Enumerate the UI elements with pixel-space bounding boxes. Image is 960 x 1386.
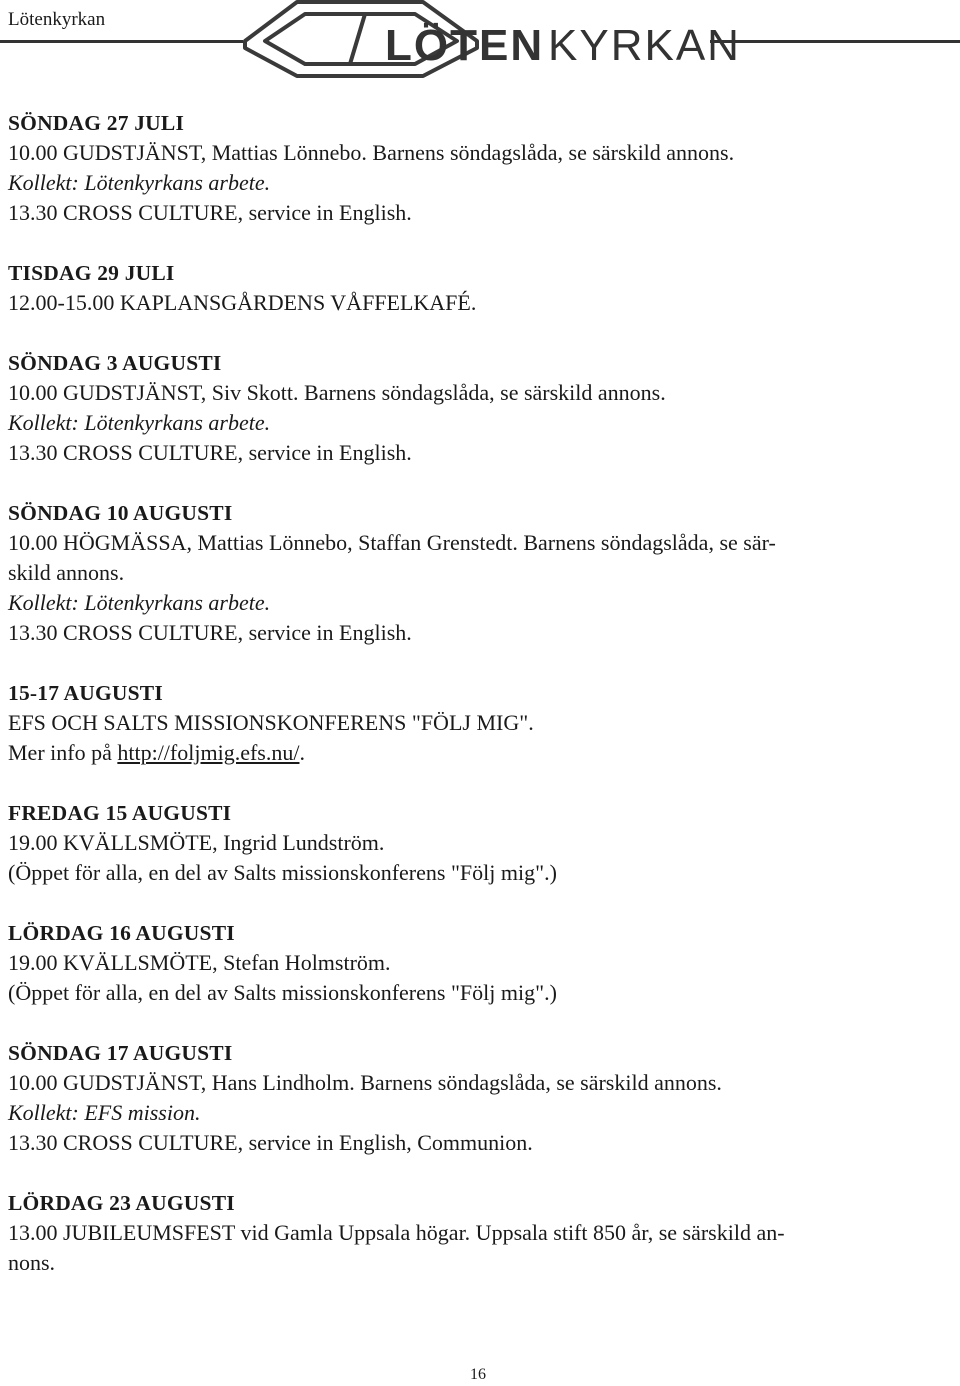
event-line: EFS OCH SALTS MISSIONSKONFERENS "FÖLJ MIG". bbox=[8, 710, 534, 735]
lotenkyrkan-logo bbox=[245, 0, 741, 80]
schedule-content bbox=[8, 108, 920, 1308]
logo-text-bold: LÖTEN bbox=[385, 21, 545, 70]
event-line: 10.00 GUDSTJÄNST, Mattias Lönnebo. Barnens söndagslåda, se särskild annons. bbox=[8, 140, 735, 165]
header-rule-left bbox=[0, 40, 243, 43]
schedule-section bbox=[8, 258, 920, 318]
event-line: 19.00 KVÄLLSMÖTE, Ingrid Lundström. bbox=[8, 830, 385, 855]
collection-line: Kollekt: Lötenkyrkans arbete. bbox=[8, 170, 271, 195]
event-line: 10.00 GUDSTJÄNST, Siv Skott. Barnens söndagslåda, se särskild annons. bbox=[8, 380, 666, 405]
schedule-section bbox=[8, 918, 920, 1008]
event-note-line: (Öppet för alla, en del av Salts missionskonferens "Följ mig".) bbox=[8, 860, 557, 885]
info-suffix: . bbox=[299, 740, 305, 765]
page-number: 16 bbox=[470, 1366, 486, 1383]
section-heading: FREDAG 15 AUGUSTI bbox=[8, 801, 232, 825]
logo-text-light: KYRKAN bbox=[548, 21, 741, 70]
schedule-section bbox=[8, 1038, 920, 1158]
event-line: nons. bbox=[8, 1250, 56, 1275]
event-line: 19.00 KVÄLLSMÖTE, Stefan Holmström. bbox=[8, 950, 391, 975]
schedule-section bbox=[8, 1188, 920, 1278]
event-line: 13.30 CROSS CULTURE, service in English. bbox=[8, 200, 412, 225]
event-line: skild annons. bbox=[8, 560, 125, 585]
section-heading: 15-17 AUGUSTI bbox=[8, 681, 163, 705]
section-heading: SÖNDAG 3 AUGUSTI bbox=[8, 351, 222, 375]
collection-line: Kollekt: EFS mission. bbox=[8, 1100, 201, 1125]
schedule-section bbox=[8, 108, 920, 228]
event-line: 13.30 CROSS CULTURE, service in English. bbox=[8, 620, 412, 645]
site-name: Lötenkyrkan bbox=[8, 9, 106, 30]
conference-link[interactable]: http://foljmig.efs.nu/ bbox=[117, 740, 300, 765]
event-note-line: (Öppet för alla, en del av Salts missionskonferens "Följ mig".) bbox=[8, 980, 557, 1005]
section-heading: SÖNDAG 10 AUGUSTI bbox=[8, 501, 233, 525]
collection-line: Kollekt: Lötenkyrkans arbete. bbox=[8, 590, 271, 615]
event-line: 13.30 CROSS CULTURE, service in English. bbox=[8, 440, 412, 465]
schedule-section bbox=[8, 498, 920, 648]
event-line: 10.00 GUDSTJÄNST, Hans Lindholm. Barnens söndagslåda, se särskild annons. bbox=[8, 1070, 722, 1095]
section-heading: SÖNDAG 27 JULI bbox=[8, 111, 185, 135]
info-line bbox=[8, 738, 920, 768]
collection-line: Kollekt: Lötenkyrkans arbete. bbox=[8, 410, 271, 435]
event-line: 13.30 CROSS CULTURE, service in English, Communion. bbox=[8, 1130, 533, 1155]
event-line: 10.00 HÖGMÄSSA, Mattias Lönnebo, Staffan Grenstedt. Barnens söndagslåda, se sär- bbox=[8, 530, 776, 555]
section-heading: TISDAG 29 JULI bbox=[8, 261, 175, 285]
section-heading: LÖRDAG 23 AUGUSTI bbox=[8, 1191, 235, 1215]
section-heading: SÖNDAG 17 AUGUSTI bbox=[8, 1041, 233, 1065]
info-prefix: Mer info på bbox=[8, 740, 118, 765]
schedule-section bbox=[8, 348, 920, 468]
schedule-section bbox=[8, 798, 920, 888]
event-line: 12.00-15.00 KAPLANSGÅRDENS VÅFFELKAFÉ. bbox=[8, 290, 477, 315]
header-rule-right bbox=[710, 40, 960, 43]
event-line: 13.00 JUBILEUMSFEST vid Gamla Uppsala högar. Uppsala stift 850 år, se särskild an- bbox=[8, 1220, 785, 1245]
section-heading: LÖRDAG 16 AUGUSTI bbox=[8, 921, 235, 945]
schedule-section bbox=[8, 678, 920, 768]
